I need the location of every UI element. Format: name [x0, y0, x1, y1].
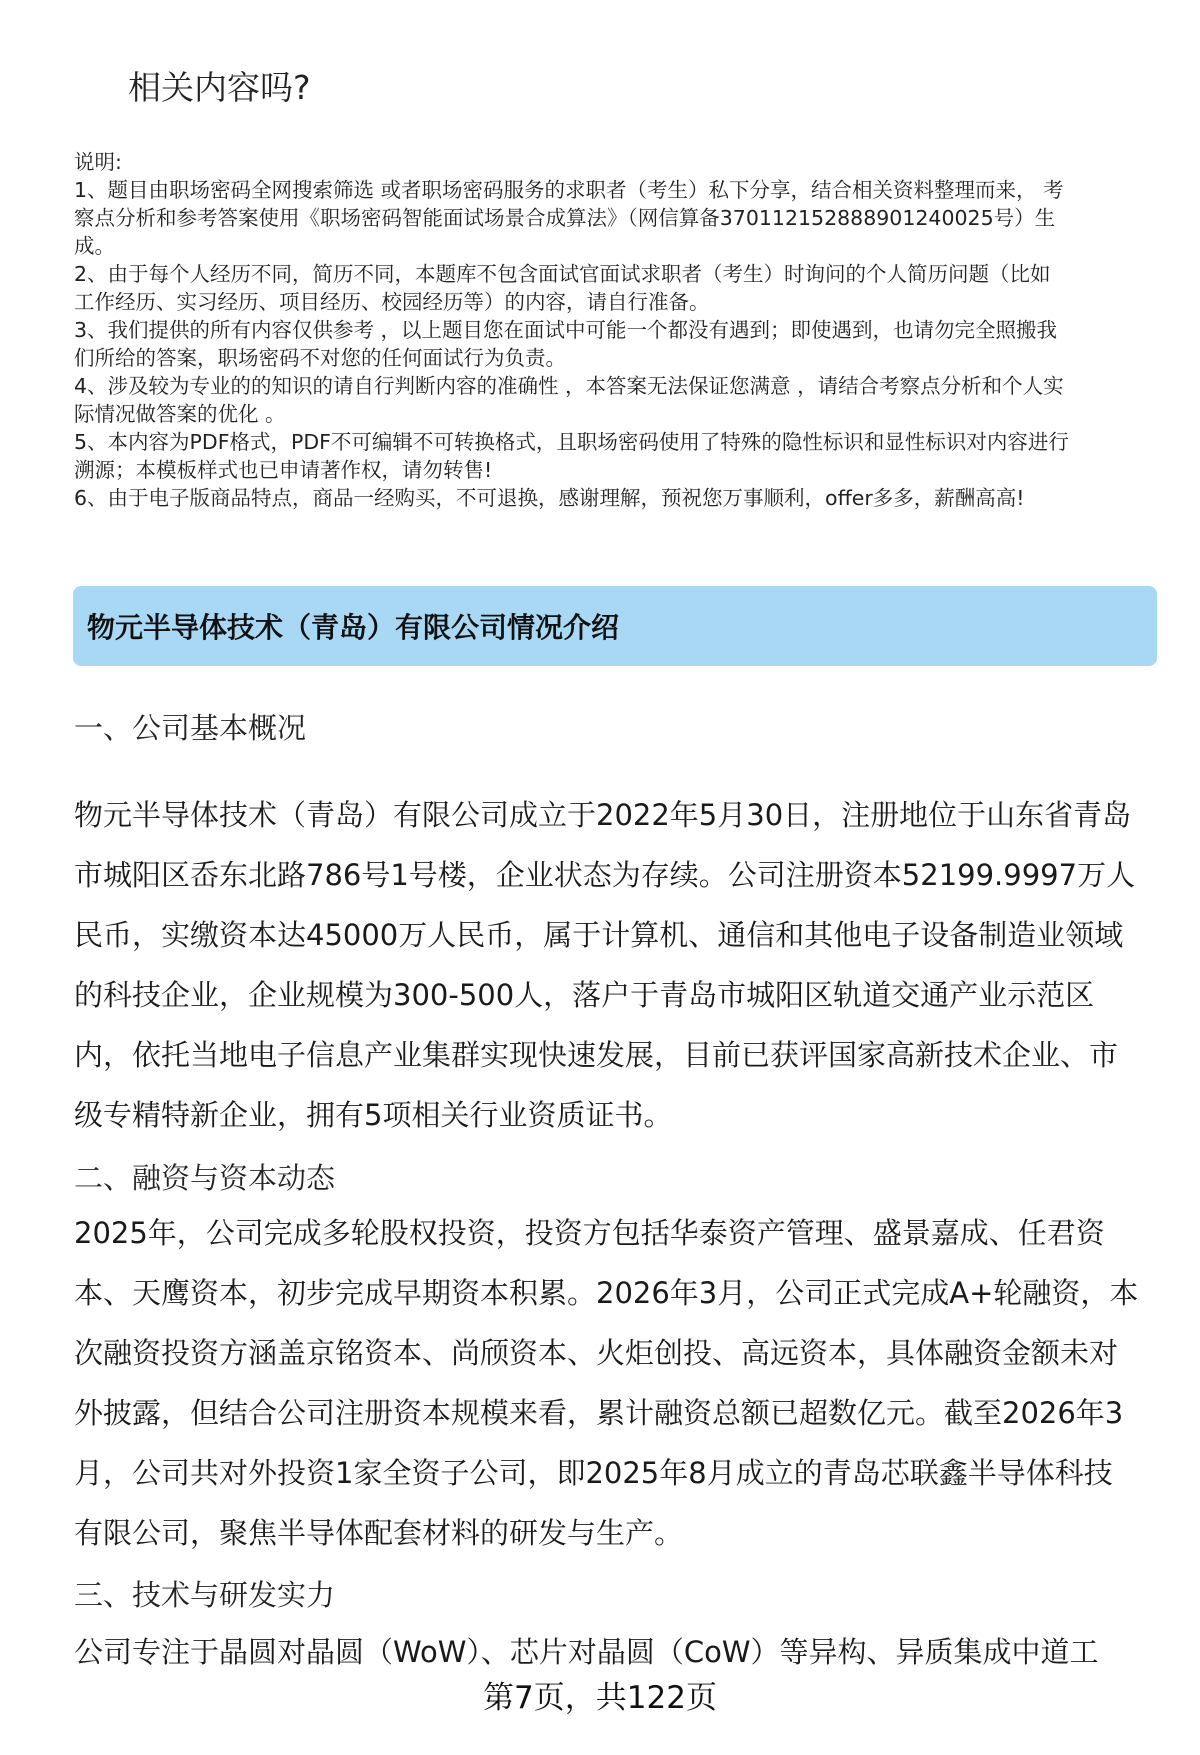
banner-title: 物元半导体技术（青岛）有限公司情况介绍: [87, 611, 620, 644]
section-body-financing: [74, 1203, 1164, 1563]
notes-line: 5、本内容为PDF格式，PDF不可编辑不可转换格式，且职场密码使用了特殊的隐性标识和显性标识对内容进行: [74, 430, 1069, 454]
body-line: 月，公司共对外投资1家全资子公司，即2025年8月成立的青岛芯联鑫半导体科技: [74, 1456, 1113, 1490]
body-line: 物元半导体技术（青岛）有限公司成立于2022年5月30日，注册地位于山东省青岛: [74, 798, 1132, 832]
notes-line: 1、题目由职场密码全网搜索筛选 或者职场密码服务的求职者（考生）私下分享，结合相关资料整理而来， 考: [74, 178, 1064, 202]
section-body-overview: [74, 785, 1164, 1145]
notes-line: 际情况做答案的优化 。: [74, 402, 286, 426]
page-number: 第7页，共122页: [483, 1680, 717, 1716]
body-line: 内，依托当地电子信息产业集群实现快速发展，目前已获评国家高新技术企业、市: [74, 1038, 1119, 1072]
body-line: 次融资投资方涵盖京铭资本、尚颀资本、火炬创投、高远资本，具体融资金额未对: [74, 1336, 1119, 1370]
body-line: 公司专注于晶圆对晶圆（WoW）、芯片对晶圆（CoW）等异构、异质集成中道工: [74, 1635, 1099, 1669]
section-heading-financing: 二、融资与资本动态: [74, 1161, 336, 1195]
notes-line: 4、涉及较为专业的的知识的请自行判断内容的准确性 ，本答案无法保证您满意 ，请结合考察点分析和个人实: [74, 374, 1064, 398]
body-line: 级专精特新企业，拥有5项相关行业资质证书。: [74, 1098, 673, 1132]
previous-page-fragment: 相关内容吗?: [128, 68, 311, 107]
body-line: 的科技企业，企业规模为300-500人，落户于青岛市城阳区轨道交通产业示范区: [74, 978, 1095, 1012]
disclaimer-notes: [74, 148, 1160, 512]
notes-heading: 说明:: [74, 150, 122, 174]
notes-line: 6、由于电子版商品特点，商品一经购买，不可退换，感谢理解，预祝您万事顺利，offer多多，薪酬高高!: [74, 486, 1025, 510]
notes-line: 溯源；本模板样式也已申请著作权，请勿转售!: [74, 458, 493, 482]
body-line: 2025年，公司完成多轮股权投资，投资方包括华泰资产管理、盛景嘉成、任君资: [74, 1216, 1105, 1250]
notes-line: 2、由于每个人经历不同，简历不同，本题库不包含面试官面试求职者（考生）时询问的个人简历问题（比如: [74, 262, 1051, 286]
body-line: 有限公司，聚焦半导体配套材料的研发与生产。: [74, 1516, 684, 1550]
section-heading-rnd: 三、技术与研发实力: [74, 1578, 336, 1612]
section-heading-overview: 一、公司基本概况: [74, 711, 307, 745]
notes-line: 成。: [74, 234, 115, 258]
body-line: 本、天鹰资本，初步完成早期资本积累。2026年3月，公司正式完成A+轮融资，本: [74, 1276, 1139, 1310]
notes-line: 3、我们提供的所有内容仅供参考 ，以上题目您在面试中可能一个都没有遇到；即使遇到，也请勿完全照搬我: [74, 318, 1058, 342]
body-line: 民币，实缴资本达45000万人民币，属于计算机、通信和其他电子设备制造业领域: [74, 918, 1124, 952]
notes-line: 工作经历、实习经历、项目经历、校园经历等）的内容，请自行准备。: [74, 290, 710, 314]
body-line: 市城阳区岙东北路786号1号楼，企业状态为存续。公司注册资本52199.9997万人: [74, 858, 1136, 892]
notes-line: 察点分析和参考答案使用《职场密码智能面试场景合成算法》（网信算备370112152888901240025号）生: [74, 206, 1056, 230]
notes-line: 们所给的答案，职场密码不对您的任何面试行为负责。: [74, 346, 566, 370]
company-intro-banner: [73, 586, 1157, 666]
body-line: 外披露，但结合公司注册资本规模来看，累计融资总额已超数亿元。截至2026年3: [74, 1396, 1124, 1430]
